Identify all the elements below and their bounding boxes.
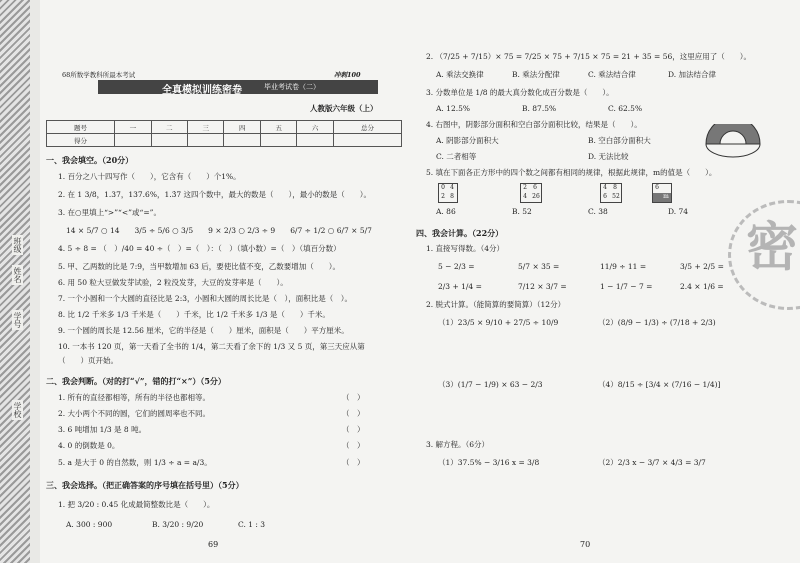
left-page: [42, 0, 405, 563]
question-item: 4. 5 ÷ 8 = （ ）/40 = 40 ÷（ ）=（ ）：（ ）（填小数）=（ ）（填百分数）: [58, 244, 341, 253]
header-left: 68所数学教科所最本考试: [62, 71, 136, 79]
grid-number: 8: [450, 193, 454, 200]
judge-answer-box[interactable]: （ ）: [342, 458, 365, 467]
judge-answer-box[interactable]: （ ）: [342, 425, 365, 434]
q2-option: A. 乘法交换律: [436, 70, 484, 79]
grid-number: 52: [612, 193, 620, 200]
grid-number: 0: [441, 184, 445, 191]
judge-answer-box[interactable]: （ ）: [342, 441, 365, 450]
calc-item: （2）(8/9 − 1/3) ÷ (7/18 + 2/3): [598, 318, 716, 327]
grid-number: 4: [523, 193, 527, 200]
header-right: 冲刺100: [334, 71, 361, 79]
question-item: 9. 一个圆的周长是 12.56 厘米，它的半径是（ ）厘米，面积是（ ）平方厘米。: [58, 326, 349, 335]
question-item: 2. 在 1 3/8，1.37，137.6%，1.3̇7 这四个数中，最大的数是（ ），最小的数是（ ）。: [58, 190, 372, 199]
question-q3: 3. 分数单位是 1/8 的最大真分数化成百分数是（ ）。: [426, 88, 614, 97]
q2-option: D. 加法结合律: [668, 70, 717, 79]
score-cell[interactable]: [224, 134, 260, 147]
score-cell[interactable]: [333, 134, 401, 147]
score-header-row: [47, 121, 402, 134]
score-value-row: [47, 134, 402, 147]
grid-number: 4: [450, 184, 454, 191]
binding-label-number: 学号: [13, 312, 22, 328]
question-item: （ ）页开始。: [58, 356, 118, 365]
page-number-left: 69: [208, 540, 219, 549]
calc-item: （4）8/15 ÷ [3/4 × (7/16 − 1/4)]: [598, 380, 721, 389]
shaded-semicircle-figure: [704, 124, 762, 158]
q5-option: D. 74: [668, 207, 689, 216]
equation-item: （2）2/3 x − 3/7 × 4/3 = 3/7: [598, 458, 706, 467]
score-cell[interactable]: [151, 134, 187, 147]
score-header-cell: 三: [188, 121, 224, 134]
direct-calc-item: 2.4 × 1/6 =: [680, 282, 724, 291]
score-cell[interactable]: [260, 134, 296, 147]
page-number-right: 70: [580, 540, 591, 549]
judge-item: 5. a 是大于 0 的自然数，则 1/3 ÷ a = a/3。: [58, 458, 212, 467]
pattern-square-unknown: [652, 183, 672, 203]
sub-question-2: 2. 脱式计算。（能简算的要简算）（12分）: [426, 300, 566, 309]
score-header-cell: 题号: [47, 121, 115, 134]
choice-option: C. 1 : 3: [238, 520, 266, 529]
question-item: 3. 在○里填上“>”“<”或“=”。: [58, 208, 161, 217]
sub-question-1: 1. 直接写得数。（4分）: [426, 244, 505, 253]
section-2-title: 二、我会判断。（对的打“√”，错的打“×”）（5分）: [46, 376, 226, 386]
question-q2: 2. （7/25 + 7/15）× 75 = 7/25 × 75 + 7/15 × 75 = 21 + 35 = 56，这里应用了（ ）。: [426, 52, 752, 61]
section-4-title: 四、我会计算。（22分）: [416, 228, 504, 238]
score-table: [46, 120, 402, 147]
score-header-cell: 四: [224, 121, 260, 134]
judge-item: 4. 0 的倒数是 0。: [58, 441, 120, 450]
question-item: 6. 用 50 粒大豆做发芽试验，2 粒没发芽，大豆的发芽率是（ ）。: [58, 278, 288, 287]
judge-answer-box[interactable]: （ ）: [342, 409, 365, 418]
score-header-cell: 二: [151, 121, 187, 134]
q3-option: C. 62.5%: [608, 104, 643, 113]
confidential-stamp: [718, 200, 800, 310]
direct-calc-item: 7/12 × 3/7 =: [518, 282, 567, 291]
section-3-title: 三、我会选择。（把正确答案的序号填在括号里）（5分）: [46, 480, 244, 490]
question-item: 14 × 5/7 ○ 14 3/5 ÷ 5/6 ○ 3/5 9 × 2/3 ○ 2/3 ÷ 9 6/7 ÷ 1/2 ○ 6/7 × 5/7: [66, 226, 372, 235]
q4-option: B. 空白部分面积大: [588, 136, 651, 145]
binding-strip: [0, 0, 40, 563]
direct-calc-item: 3/5 + 2/5 =: [680, 262, 724, 271]
pattern-square: [600, 183, 622, 203]
equation-item: （1）37.5% − 3/16 x = 3/8: [438, 458, 540, 467]
judge-item: 1. 所有的直径都相等，所有的半径也都相等。: [58, 393, 211, 402]
grid-number: 2: [441, 193, 445, 200]
grid-number: 6: [603, 193, 607, 200]
grid-number: 6: [533, 184, 537, 191]
judge-answer-box[interactable]: （ ）: [342, 393, 365, 402]
direct-calc-item: 2/3 + 1/4 =: [438, 282, 482, 291]
q5-option: C. 38: [588, 207, 608, 216]
question-item: 5. 甲、乙两数的比是 7:9，当甲数增加 63 后，要使比值不变，乙数要增加（ ）。: [58, 262, 341, 271]
choice-option: B. 3/20 : 9/20: [152, 520, 204, 529]
grid-number: 26: [532, 193, 540, 200]
q3-option: B. 87.5%: [522, 104, 557, 113]
sub-question-3: 3. 解方程。（6分）: [426, 440, 490, 449]
binding-label-school: 学校: [13, 402, 22, 418]
page-title: 全真模拟训练密卷: [162, 85, 242, 96]
direct-calc-item: 1 − 1/7 − 7 =: [600, 282, 653, 291]
question-q4: 4. 右图中，阴影部分面积和空白部分面积比较，结果是（ ）。: [426, 120, 642, 129]
score-cell[interactable]: [115, 134, 151, 147]
question-item: 10. 一本书 120 页，第一天看了全书的 1/4，第二天看了余下的 1/3 又 5 页，第三天应从第: [58, 342, 365, 351]
calc-item: （1）23/5 × 9/10 + 27/5 ÷ 10/9: [438, 318, 559, 327]
edition-label: 人教版六年级（上）: [310, 104, 378, 113]
score-header-cell: 总分: [333, 121, 401, 134]
pattern-square: [520, 183, 542, 203]
score-cell[interactable]: [188, 134, 224, 147]
q5-option: A. 86: [436, 207, 456, 216]
binding-label-class: 班级: [13, 237, 22, 253]
score-header-cell: 五: [260, 121, 296, 134]
question-q5: 5. 填在下面各正方形中的四个数之间都有相同的规律，根据此规律，m的值是（ ）。: [426, 168, 717, 177]
question-item: 7. 一个小圆和一个大圆的直径比是 2:3，小圆和大圆的周长比是（ ），面积比是（ ）。: [58, 294, 352, 303]
score-header-cell: 六: [297, 121, 333, 134]
choice-option: A. 300 : 900: [66, 520, 113, 529]
binding-label-name: 姓名: [13, 267, 22, 283]
judge-item: 3. 6 吨增加 1/3 是 8 吨。: [58, 425, 147, 434]
q2-option: C. 乘法结合律: [588, 70, 636, 79]
stamp-character: 密: [746, 218, 799, 278]
direct-calc-item: 5/7 × 35 =: [518, 262, 560, 271]
q2-option: B. 乘法分配律: [512, 70, 560, 79]
grid-number: 8: [613, 184, 617, 191]
grid-number: 6: [655, 184, 659, 191]
score-cell[interactable]: [297, 134, 333, 147]
q4-option: C. 二者相等: [436, 152, 477, 161]
question-item: 8. 比 1/2 千米多 1/3 千米是（ ）千米，比 1/2 千米多 1/3 是（ ）千米。: [58, 310, 330, 319]
score-row-label: 得分: [47, 134, 115, 147]
q4-option: A. 阴影部分面积大: [436, 136, 499, 145]
grid-number: 2: [523, 184, 527, 191]
calc-item: （3）(1/7 − 1/9) × 63 − 2/3: [438, 380, 543, 389]
score-header-cell: 一: [115, 121, 151, 134]
grid-number: 4: [603, 184, 607, 191]
direct-calc-item: 5 − 2/3 =: [438, 262, 475, 271]
q4-option: D. 无法比较: [588, 152, 629, 161]
title-tag: 毕业考试卷（二）: [264, 83, 320, 91]
q5-option: B. 52: [512, 207, 532, 216]
question-item: 1. 百分之八十四写作（ ），它含有（ ）个1%。: [58, 172, 241, 181]
choice-item: 1. 把 3/20 : 0.45 化成最简整数比是（ ）。: [58, 500, 215, 509]
direct-calc-item: 11/9 ÷ 11 =: [600, 262, 647, 271]
grid-number-m: m: [663, 193, 669, 200]
judge-item: 2. 大小两个不同的圆，它们的圆周率也不同。: [58, 409, 211, 418]
section-1-title: 一、我会填空。（20分）: [46, 155, 134, 165]
q3-option: A. 12.5%: [436, 104, 471, 113]
pattern-square: [438, 183, 458, 203]
